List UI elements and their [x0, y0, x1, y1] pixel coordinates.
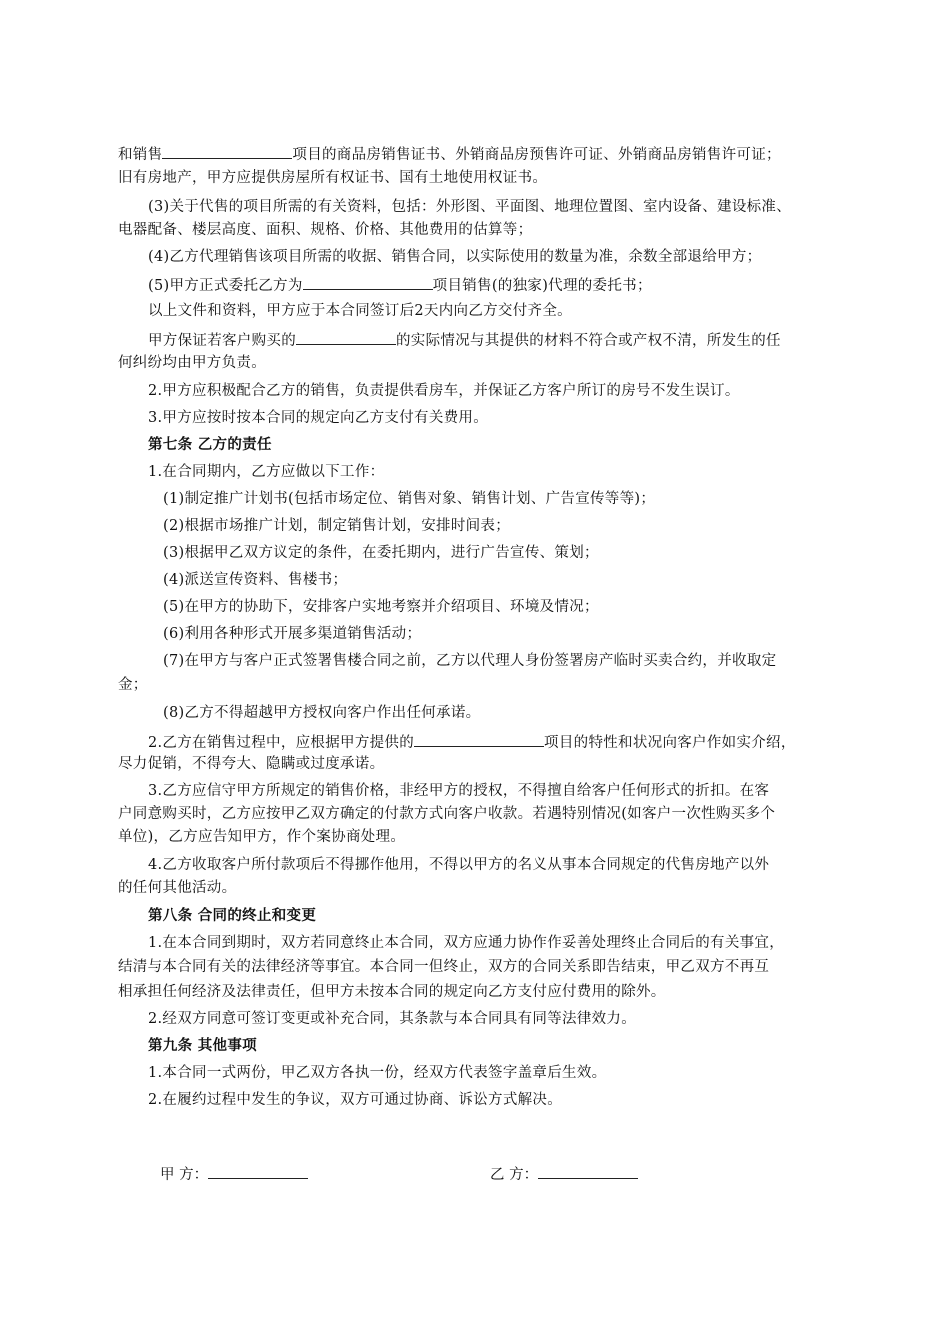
contract-line: (3)关于代售的项目所需的有关资料，包括：外形图、平面图、地理位置图、室内设备、建设标准、 [148, 199, 792, 215]
contract-line: 1.在本合同到期时，双方若同意终止本合同，双方应通力协作作妥善处理终止合同后的有关事宜， [148, 935, 785, 951]
contract-line: 单位)，乙方应告知甲方，作个案协商处理。 [118, 829, 406, 845]
contract-line [148, 274, 652, 296]
fill-in-blank[interactable] [162, 143, 292, 159]
section-heading: 第七条 乙方的责任 [148, 436, 272, 453]
line-text: 项目销售(的独家)代理的委托书； [432, 278, 652, 294]
contract-line: 户同意购买时，乙方应按甲乙双方确定的付款方式向客户收款。若遇特别情况(如客户一次性购买多个 [118, 806, 776, 822]
contract-line: (8)乙方不得超越甲方授权向客户作出任何承诺。 [163, 705, 481, 721]
party-a-label: 甲 方： [160, 1167, 209, 1183]
line-text: 的实际情况与其提供的材料不符合或产权不清，所发生的任 [396, 333, 781, 349]
party-b-signature [490, 1163, 638, 1185]
line-text: (5)甲方正式委托乙方为 [148, 278, 303, 294]
contract-line [148, 731, 796, 753]
contract-line [148, 329, 781, 351]
section-heading: 第八条 合同的终止和变更 [148, 907, 317, 924]
contract-line: 1.本合同一式两份，甲乙双方各执一份，经双方代表签字盖章后生效。 [148, 1065, 607, 1081]
contract-line: 尽力促销，不得夸大、隐瞒或过度承诺。 [118, 756, 385, 772]
section-heading: 第九条 其他事项 [148, 1037, 257, 1054]
contract-line: (3)根据甲乙双方议定的条件，在委托期内，进行广告宣传、策划； [163, 545, 599, 561]
contract-line: 何纠纷均由甲方负责。 [118, 355, 266, 371]
contract-line: 结清与本合同有关的法律经济等事宜。本合同一但终止，双方的合同关系即告结束，甲乙双方不再互 [118, 959, 770, 975]
line-text: 和销售 [118, 147, 163, 163]
party-b-label: 乙 方： [490, 1167, 539, 1183]
contract-line: 2.经双方同意可签订变更或补充合同，其条款与本合同具有同等法律效力。 [148, 1011, 637, 1027]
contract-line: 2.甲方应积极配合乙方的销售，负责提供看房车，并保证乙方客户所订的房号不发生误订。 [148, 383, 740, 399]
line-text: 项目的商品房销售证书、外销商品房预售许可证、外销商品房销售许可证； [292, 147, 781, 163]
party-b-signature-field[interactable] [538, 1163, 638, 1179]
line-text: 项目的特性和状况向客户作如实介绍， [544, 735, 796, 751]
fill-in-blank[interactable] [303, 274, 433, 290]
contract-line: 相承担任何经济及法律责任，但甲方未按本合同的规定向乙方支付应付费用的除外。 [118, 984, 666, 1000]
contract-line: (7)在甲方与客户正式签署售楼合同之前，乙方以代理人身份签署房产临时买卖合约，并收取定 [163, 653, 777, 669]
line-text: 甲方保证若客户购买的 [148, 333, 296, 349]
contract-line: 1.在合同期内，乙方应做以下工作： [148, 464, 385, 480]
contract-line: 的任何其他活动。 [118, 880, 237, 896]
contract-line: (5)在甲方的协助下，安排客户实地考察并介绍项目、环境及情况； [163, 599, 599, 615]
contract-line: 电器配备、楼层高度、面积、规格、价格、其他费用的估算等； [118, 222, 533, 238]
party-a-signature-field[interactable] [208, 1163, 308, 1179]
contract-line: (6)利用各种形式开展多渠道销售活动； [163, 626, 422, 642]
contract-line: 3.乙方应信守甲方所规定的销售价格，非经甲方的授权，不得擅自给客户任何形式的折扣。在客 [148, 783, 770, 799]
contract-line: 2.在履约过程中发生的争议，双方可通过协商、诉讼方式解决。 [148, 1092, 563, 1108]
contract-line: 以上文件和资料，甲方应于本合同签订后2天内向乙方交付齐全。 [148, 303, 572, 319]
contract-line: 旧有房地产，甲方应提供房屋所有权证书、国有土地使用权证书。 [118, 170, 548, 186]
contract-line: 3.甲方应按时按本合同的规定向乙方支付有关费用。 [148, 410, 489, 426]
fill-in-blank[interactable] [296, 329, 396, 345]
contract-line: 4.乙方收取客户所付款项后不得挪作他用，不得以甲方的名义从事本合同规定的代售房地产以外 [148, 857, 770, 873]
party-a-signature [160, 1163, 308, 1185]
contract-line: (4)乙方代理销售该项目所需的收据、销售合同，以实际使用的数量为准，余数全部退给甲方； [148, 249, 762, 265]
contract-line: (1)制定推广计划书(包括市场定位、销售对象、销售计划、广告宣传等等)； [163, 491, 656, 507]
contract-line: (2)根据市场推广计划，制定销售计划，安排时间表； [163, 518, 511, 534]
contract-line [118, 143, 781, 165]
contract-line: 金； [118, 677, 148, 693]
fill-in-blank[interactable] [414, 731, 544, 747]
contract-line: (4)派送宣传资料、售楼书； [163, 572, 348, 588]
line-text: 2.乙方在销售过程中，应根据甲方提供的 [148, 735, 415, 751]
